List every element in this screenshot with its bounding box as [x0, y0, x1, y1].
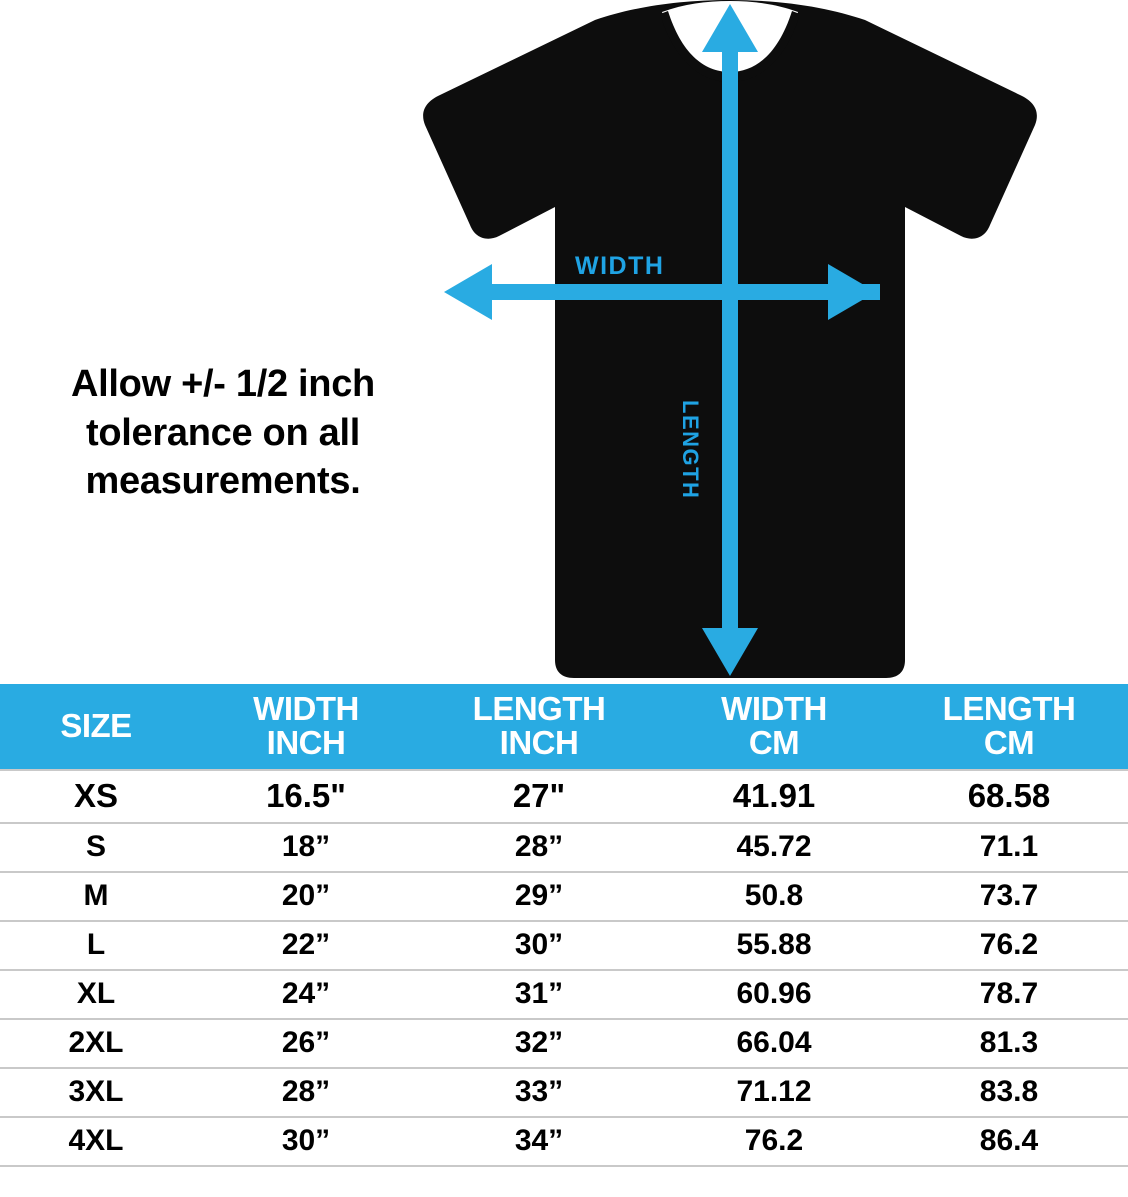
cell-size: XS — [0, 770, 192, 823]
cell-width-inch: 20” — [192, 872, 420, 921]
table-row — [0, 872, 1128, 921]
cell-length-cm: 71.1 — [890, 823, 1128, 872]
cell-size: XL — [0, 970, 192, 1019]
cell-length-inch: 28” — [420, 823, 658, 872]
cell-size: S — [0, 823, 192, 872]
table-row — [0, 1068, 1128, 1117]
cell-length-cm: 76.2 — [890, 921, 1128, 970]
cell-length-cm: 81.3 — [890, 1019, 1128, 1068]
cell-length-cm: 73.7 — [890, 872, 1128, 921]
cell-width-inch: 22” — [192, 921, 420, 970]
cell-length-inch: 29” — [420, 872, 658, 921]
cell-length-inch: 33” — [420, 1068, 658, 1117]
cell-width-cm: 76.2 — [658, 1117, 890, 1166]
cell-width-cm: 71.12 — [658, 1068, 890, 1117]
cell-length-inch: 31” — [420, 970, 658, 1019]
cell-size: 3XL — [0, 1068, 192, 1117]
cell-length-inch: 32” — [420, 1019, 658, 1068]
tolerance-note: Allow +/- 1/2 inch tolerance on all measurements. — [71, 363, 375, 503]
cell-size: M — [0, 872, 192, 921]
cell-width-inch: 26” — [192, 1019, 420, 1068]
cell-width-cm: 50.8 — [658, 872, 890, 921]
cell-width-inch: 30” — [192, 1117, 420, 1166]
cell-size: 4XL — [0, 1117, 192, 1166]
cell-size: 2XL — [0, 1019, 192, 1068]
tshirt-illustration-icon — [330, 0, 1060, 684]
cell-size: L — [0, 921, 192, 970]
cell-width-inch: 16.5" — [192, 770, 420, 823]
table-row — [0, 770, 1128, 823]
cell-width-inch: 18” — [192, 823, 420, 872]
cell-length-cm: 68.58 — [890, 770, 1128, 823]
cell-width-cm: 45.72 — [658, 823, 890, 872]
cell-width-cm: 60.96 — [658, 970, 890, 1019]
column-header-size: SIZE — [0, 684, 192, 770]
cell-length-cm: 78.7 — [890, 970, 1128, 1019]
column-header-width-cm: WIDTH CM — [658, 684, 890, 770]
cell-length-inch: 30” — [420, 921, 658, 970]
cell-width-cm: 41.91 — [658, 770, 890, 823]
cell-length-cm: 83.8 — [890, 1068, 1128, 1117]
cell-length-inch: 27" — [420, 770, 658, 823]
cell-length-inch: 34” — [420, 1117, 658, 1166]
size-chart-table — [0, 684, 1128, 1167]
width-label: WIDTH — [575, 252, 665, 280]
cell-width-cm: 66.04 — [658, 1019, 890, 1068]
cell-width-inch: 24” — [192, 970, 420, 1019]
table-header-row — [0, 684, 1128, 770]
table-row — [0, 970, 1128, 1019]
column-header-length-cm: LENGTH CM — [890, 684, 1128, 770]
length-label: LENGTH — [678, 400, 703, 500]
cell-width-cm: 55.88 — [658, 921, 890, 970]
table-row — [0, 823, 1128, 872]
cell-width-inch: 28” — [192, 1068, 420, 1117]
table-row — [0, 1117, 1128, 1166]
cell-length-cm: 86.4 — [890, 1117, 1128, 1166]
column-header-length-inch: LENGTH INCH — [420, 684, 658, 770]
column-header-width-inch: WIDTH INCH — [192, 684, 420, 770]
table-row — [0, 1019, 1128, 1068]
table-row — [0, 921, 1128, 970]
